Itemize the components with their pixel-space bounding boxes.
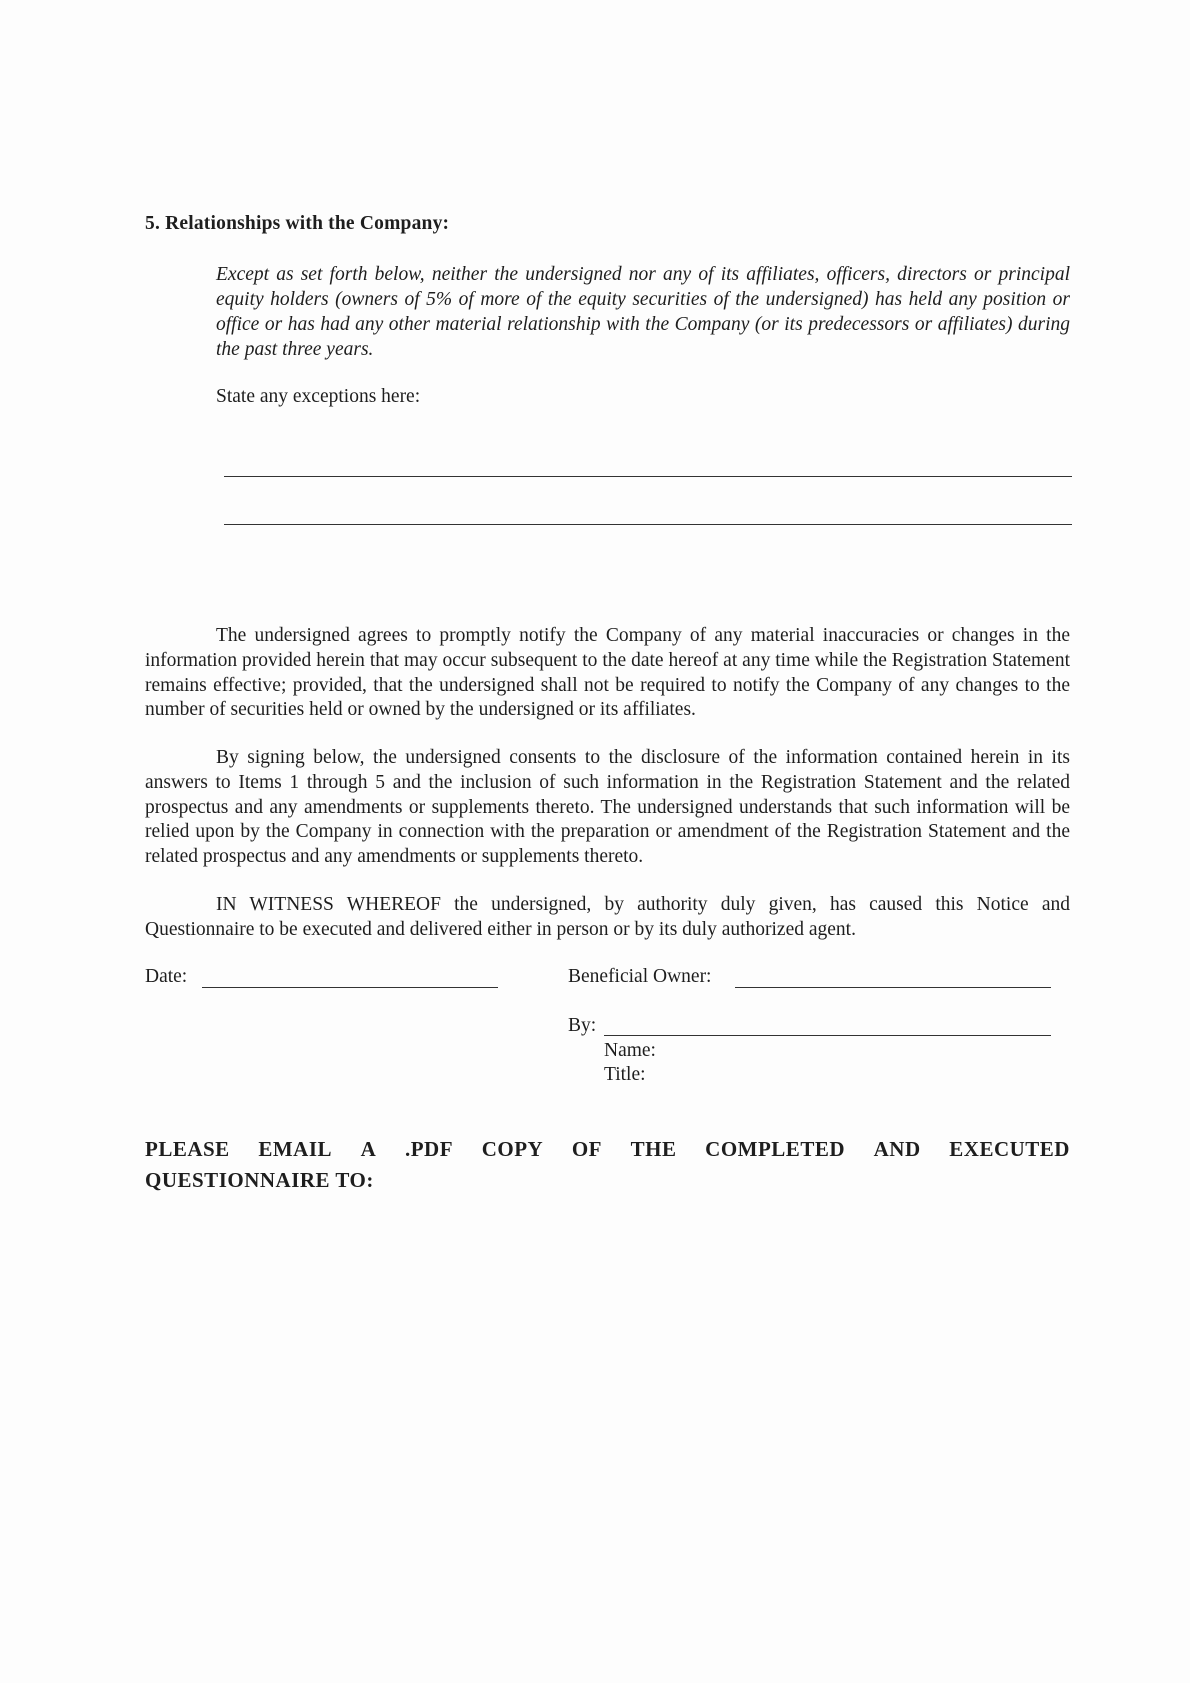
email-instruction-word: EMAIL bbox=[258, 1137, 333, 1161]
name-label: Name: bbox=[604, 1040, 656, 1061]
by-signature-line[interactable] bbox=[604, 1035, 1051, 1036]
email-instruction-word: COMPLETED bbox=[705, 1137, 845, 1161]
email-instruction-word: PLEASE bbox=[145, 1137, 230, 1161]
email-instruction-word: COPY bbox=[481, 1137, 544, 1161]
exceptions-line-2[interactable] bbox=[224, 524, 1072, 525]
email-instruction-line-1 bbox=[145, 1134, 1070, 1165]
beneficial-owner-signature-line[interactable] bbox=[735, 987, 1051, 988]
exceptions-line-1[interactable] bbox=[224, 476, 1072, 477]
exceptions-label: State any exceptions here: bbox=[216, 386, 421, 407]
by-label: By: bbox=[568, 1015, 597, 1036]
consent-paragraph: By signing below, the undersigned consents to the disclosure of the information contained herein in its answers to Items 1 through 5 and the inclusion of such information in the Registration Statement and the related prospectus and any amendments or supplements thereto. The undersigned understands that such information will be relied upon by the Company in connection with the preparation or amendment of the Registration Statement and the related prospectus and any amendments or supplements thereto. bbox=[145, 747, 1070, 868]
email-instruction-line-2: QUESTIONNAIRE TO: bbox=[145, 1168, 374, 1192]
date-signature-line[interactable] bbox=[202, 987, 498, 988]
beneficial-owner-label: Beneficial Owner: bbox=[568, 966, 712, 987]
witness-paragraph: IN WITNESS WHEREOF the undersigned, by authority duly given, has caused this Notice and Questionnaire to be executed and delivered either in person or by its duly authorized agent. bbox=[145, 894, 1070, 940]
notify-paragraph: The undersigned agrees to promptly notify the Company of any material inaccuracies or changes in the information provided herein that may occur subsequent to the date hereof at any time while the Registration Statement remains effective; provided, that the undersigned shall not be required to notify the Company of any changes to the number of securities held or owned by the undersigned or its affiliates. bbox=[145, 625, 1070, 721]
section-intro-text: Except as set forth below, neither the undersigned nor any of its affiliates, officers, directors or principal equity holders (owners of 5% of more of the equity securities of the undersigned) has held any position or office or has had any other material relationship with the Company (or its predecessors or affiliates) during the past three years. bbox=[216, 264, 1070, 360]
email-instruction bbox=[145, 1134, 1070, 1196]
email-instruction-word: A bbox=[360, 1137, 377, 1161]
date-label: Date: bbox=[145, 966, 188, 987]
section-heading: 5. Relationships with the Company: bbox=[145, 213, 450, 234]
email-instruction-word: AND bbox=[873, 1137, 921, 1161]
email-instruction-word: EXECUTED bbox=[949, 1137, 1070, 1161]
email-instruction-word: .PDF bbox=[404, 1137, 454, 1161]
title-label: Title: bbox=[604, 1064, 646, 1085]
email-instruction-word: THE bbox=[630, 1137, 677, 1161]
email-instruction-word: OF bbox=[571, 1137, 603, 1161]
